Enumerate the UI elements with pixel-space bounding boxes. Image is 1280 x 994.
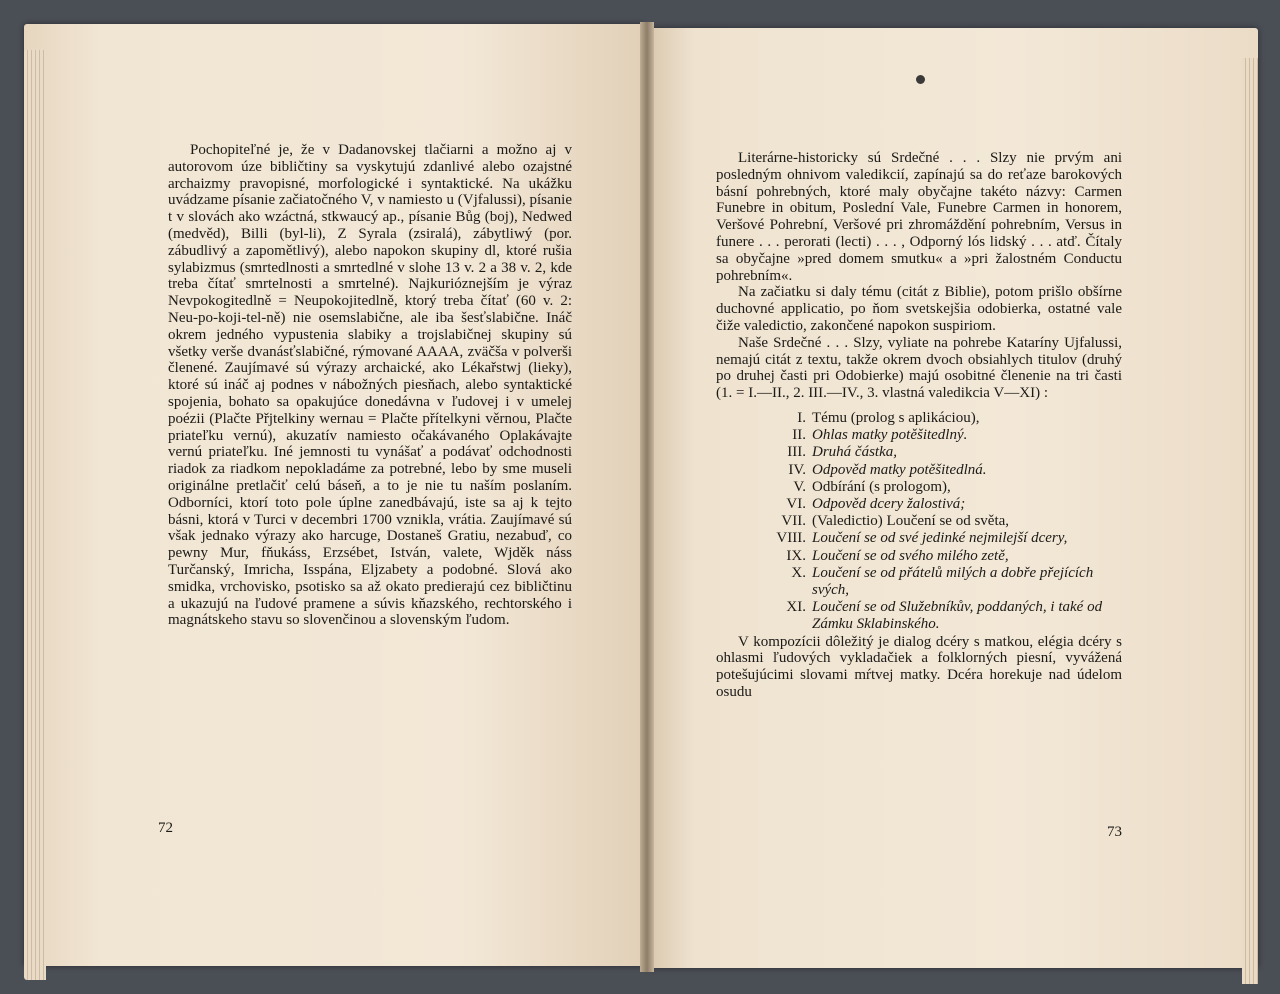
list-number: II. — [792, 427, 806, 444]
list-text: Loučení se od přátelů milých a dobře přejících svých, — [812, 564, 1094, 598]
page-number-right: 73 — [1107, 824, 1122, 840]
list-text: Ohlas matky potěšitedlný. — [812, 427, 968, 444]
list-text: Loučení se od své jedinké nejmilejší dcery, — [812, 530, 1068, 547]
left-page-text — [168, 142, 572, 629]
list-number: X. — [791, 564, 806, 581]
list-item — [716, 565, 1122, 599]
section-list — [716, 410, 1122, 634]
page-edges-left — [24, 50, 46, 980]
list-number: XI. — [786, 599, 806, 616]
book-gutter — [640, 22, 654, 972]
binding-hole — [916, 75, 925, 84]
list-number: VIII. — [776, 530, 806, 547]
list-item — [716, 427, 1122, 444]
list-text: Loučení se od Služebníkův, poddaných, i také od Zámku Sklabinského. — [812, 599, 1103, 633]
list-number: III. — [787, 444, 806, 461]
list-item — [716, 462, 1122, 479]
list-text: Odpověd dcery žalostivá; — [812, 495, 966, 512]
right-paragraph-3: Naše Srdečné . . . Slzy, vyliate na pohrebe Kataríny Ujfalussi, nemajú citát z textu, takže okrem dvoch obsiahlych titulov (druhý po druhej časti pri Odobierke) majú osobitné členenie na tri časti (1. = I.—II., 2. III.—IV., 3. vlastná valedikcia V—XI) : — [716, 334, 1122, 402]
list-number: V. — [793, 478, 806, 495]
list-text: Odbírání (s prologom), — [812, 478, 951, 495]
list-text: Loučení se od svého milého zetě, — [812, 547, 1009, 564]
list-text: Druhá částka, — [812, 444, 897, 461]
list-number: VII. — [781, 513, 806, 530]
list-number: VI. — [786, 495, 806, 512]
right-paragraph-1: Literárne-historicky sú Srdečné . . . Slzy nie prvým ani posledným ohnivom valedikcií, zapínajú sa do reťaze barokových básní pohrebných, ktoré maly obyčajne takéto názvy: Carmen Funebre in obitum, Poslední Vale, Funebre Carmen in honorem, Veršové Pohrební, Veršové pri zhromáždění pohrebním, Versus in funere . . . perorati (lecti) . . . , Odporný lós lidský . . . atď. Čítaly sa obyčajne »pred domem smutku« a »pri žalostném Conductu pohrebním«. — [716, 150, 1122, 284]
list-number: IV. — [788, 461, 806, 478]
page-edges-right — [1242, 58, 1258, 984]
list-item — [716, 530, 1122, 547]
list-number: IX. — [786, 547, 806, 564]
list-item — [716, 548, 1122, 565]
page-number-left: 72 — [158, 820, 173, 836]
right-paragraph-4: V kompozícii dôležitý je dialog dcéry s matkou, elégia dcéry s ohlasmi ľudových vykladačiek a folklorných piesní, vyvážená potešujúcimi slovami mŕtvej matky. Dcéra horekuje nad údelom osudu — [716, 633, 1122, 700]
list-item — [716, 496, 1122, 513]
right-page-text — [716, 150, 1122, 701]
list-number: I. — [797, 409, 806, 426]
list-item — [716, 410, 1122, 427]
list-item — [716, 479, 1122, 496]
list-text: Tému (prolog s aplikáciou), — [812, 409, 980, 426]
list-item — [716, 599, 1122, 633]
right-paragraph-2: Na začiatku si daly tému (citát z Biblie), potom prišlo obšírne duchovné applicatio, po ňom svetskejšia odobierka, ostatné vale čiže valedictio, zakončené napokon suspiriom. — [716, 284, 1122, 334]
list-item — [716, 444, 1122, 461]
list-text: Odpověd matky potěšitedlná. — [812, 461, 987, 478]
list-text: (Valedictio) Loučení se od světa, — [812, 513, 1010, 530]
left-paragraph: Pochopiteľné je, že v Dadanovskej tlačiarni a možno aj v autorovom úze bibličtiny sa vyskytujú zdanlivé alebo ozajstné archaizmy pravopisné, morfologické i syntaktické. Na ukážku uvádzame písanie začiatočného V, v namiesto u (Vjfalussi), písanie t v slovách ako wzáctná, stkwaucý ap., písanie Bůg (boj), Nedwed (medvěd), Billi (byl-li), Z Syrala (zsiralá), zábytliwý (por. zábudlivý a zapomětlivý), alebo napokon skupiny dl, ktoré rušia sylabizmus (smrtedlnosti a smrtedlné v slohe 13 v. 2 a 38 v. 2, kde treba čítať smrtelnosti a smrtelné). Najkurióznejším je výraz Nevpokogitedlně = Neupokojitedlně, ktorý treba čítať (60 v. 2: Neu-po-koji-tel-ně) nie osemslabične, ale iba šesťslabične. Ináč okrem jedného vypustenia slabiky a trojslabičnej skupiny sú všetky verše dvanásťslabičné, rýmované AAAA, zväčša v polverši členené. Zaujímavé sú výrazy archaické, ako Lékařstwj (lieky), ktoré sú ináč aj podnes v nábožných piesňach, alebo syntaktické spojenia, bohato sa opakujúce donedávna v ľudovej i v umelej poézii (Plačte Přjtelkiny wernau = Plačte přítelkyni věrnou, Plačte priateľku vernú), akuzatív namiesto očakávaného Oplakávajte vernú priateľku. Iné jemnosti tu vynášať a podávať odchodnosti riadok za riadkom nepokladáme za potrebné, lebo by sme museli originálne pretlačiť celú báseň, a to je nie tu naším poslaním. Odborníci, ktorí toto pole úplne zanedbávajú, iste sa aj k tejto básni, ktorá v Turci v decembri 1700 vznikla, vrátia. Zaujímavé sú však jednako výrazy ako harcuge, Dostaneš Gratiu, nezabuď, co pewny Mur, fňukáss, Erzsébet, István, valete, Wjděk náss Turčanský, Imricha, Isspána, Eljzabety a podobné. Slová ako smidka, vrchovisko, psotisko sa až okato predierajú cez bibličtinu a ukazujú na ľudové pramene a súvis kňazského, rechtorského i magnátskeho stavu so slovenčinou a slovenským ľudom. — [168, 142, 572, 629]
list-item — [716, 513, 1122, 530]
